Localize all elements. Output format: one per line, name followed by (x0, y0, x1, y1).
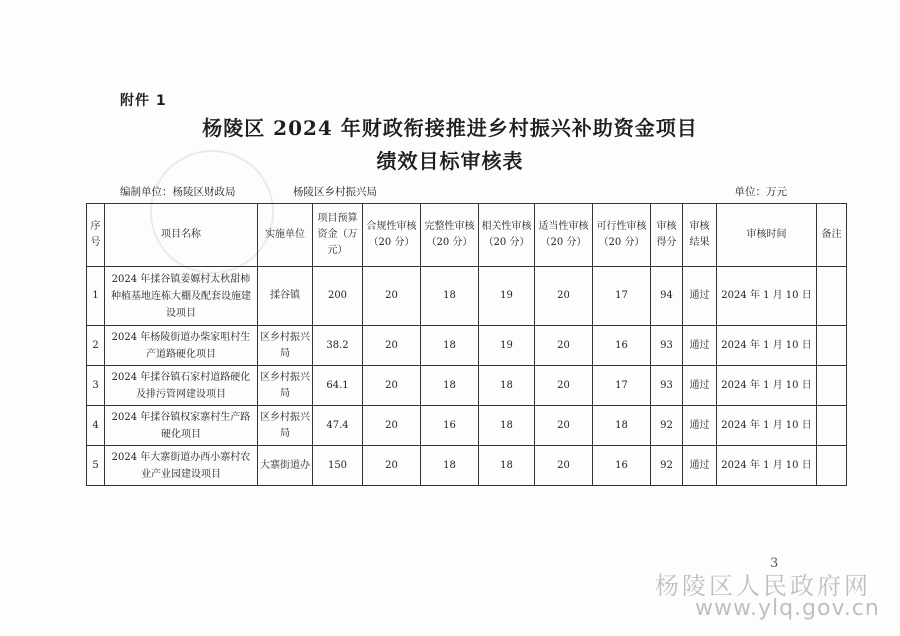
cell-score: 92 (651, 406, 683, 446)
header-score: 审核得分 (651, 204, 683, 267)
table-row (87, 406, 847, 446)
cell-budget: 150 (313, 446, 363, 486)
cell-result: 通过 (683, 366, 717, 406)
cell-feasibility: 17 (593, 366, 651, 406)
table-row (87, 446, 847, 486)
cell-budget: 200 (313, 267, 363, 326)
cell-name: 2024 年大寨街道办西小寨村农业产业园建设项目 (105, 446, 258, 486)
currency-unit: 单位：万元 (734, 186, 787, 198)
cell-result: 通过 (683, 267, 717, 326)
cell-remark (817, 267, 847, 326)
cell-budget: 38.2 (313, 326, 363, 366)
cell-appropriateness: 20 (535, 267, 593, 326)
cell-completeness: 18 (421, 326, 479, 366)
cell-compliance: 20 (363, 267, 421, 326)
cell-feasibility: 16 (593, 446, 651, 486)
cell-seq: 2 (87, 326, 105, 366)
document-subtitle: 绩效目标审核表 (376, 149, 524, 173)
cell-relevance: 19 (479, 267, 535, 326)
cell-appropriateness: 20 (535, 406, 593, 446)
header-relevance: 相关性审核（20 分） (479, 204, 535, 267)
cell-seq: 5 (87, 446, 105, 486)
header-result: 审核结果 (683, 204, 717, 267)
cell-feasibility: 17 (593, 267, 651, 326)
document-title: 杨陵区 2024 年财政衔接推进乡村振兴补助资金项目 (202, 116, 698, 140)
cell-date: 2024 年 1 月 10 日 (717, 267, 817, 326)
table-row (87, 267, 847, 326)
cell-feasibility: 16 (593, 326, 651, 366)
cell-date: 2024 年 1 月 10 日 (717, 366, 817, 406)
cell-remark (817, 406, 847, 446)
cell-appropriateness: 20 (535, 366, 593, 406)
cell-score: 93 (651, 326, 683, 366)
compiler-unit-2: 杨陵区乡村振兴局 (293, 186, 377, 198)
cell-impl: 区乡村振兴局 (258, 326, 313, 366)
cell-budget: 64.1 (313, 366, 363, 406)
cell-compliance: 20 (363, 326, 421, 366)
cell-appropriateness: 20 (535, 446, 593, 486)
table-row (87, 366, 847, 406)
cell-impl: 揉谷镇 (258, 267, 313, 326)
cell-seq: 3 (87, 366, 105, 406)
compiler-unit: 编制单位：杨陵区财政局 (120, 186, 236, 198)
header-row (87, 204, 847, 267)
watermark-site-url: www.ylq.gov.cn (695, 596, 880, 621)
header-seq: 序号 (87, 204, 105, 267)
header-impl: 实施单位 (258, 204, 313, 267)
cell-name: 2024 年揉谷镇姜嫄村太秋甜柿种植基地连栋大棚及配套设施建设项目 (105, 267, 258, 326)
cell-result: 通过 (683, 326, 717, 366)
page-number: 3 (770, 556, 779, 571)
cell-budget: 47.4 (313, 406, 363, 446)
cell-feasibility: 18 (593, 406, 651, 446)
header-date: 审核时间 (717, 204, 817, 267)
cell-date: 2024 年 1 月 10 日 (717, 406, 817, 446)
header-feasibility: 可行性审核（20 分） (593, 204, 651, 267)
cell-completeness: 18 (421, 267, 479, 326)
header-remark: 备注 (817, 204, 847, 267)
cell-remark (817, 446, 847, 486)
cell-impl: 区乡村振兴局 (258, 406, 313, 446)
cell-seq: 1 (87, 267, 105, 326)
cell-compliance: 20 (363, 366, 421, 406)
cell-relevance: 18 (479, 406, 535, 446)
cell-compliance: 20 (363, 446, 421, 486)
cell-seq: 4 (87, 406, 105, 446)
cell-name: 2024 年揉谷镇石家村道路硬化及排污管网建设项目 (105, 366, 258, 406)
cell-compliance: 20 (363, 406, 421, 446)
cell-score: 94 (651, 267, 683, 326)
cell-name: 2024 年杨陵街道办柴家咀村生产道路硬化项目 (105, 326, 258, 366)
cell-date: 2024 年 1 月 10 日 (717, 326, 817, 366)
cell-appropriateness: 20 (535, 326, 593, 366)
cell-remark (817, 366, 847, 406)
table-row (87, 326, 847, 366)
cell-impl: 大寨街道办 (258, 446, 313, 486)
cell-score: 93 (651, 366, 683, 406)
cell-relevance: 18 (479, 446, 535, 486)
header-compliance: 合规性审核（20 分） (363, 204, 421, 267)
cell-score: 92 (651, 446, 683, 486)
review-table (86, 203, 847, 486)
cell-impl: 区乡村振兴局 (258, 366, 313, 406)
header-appropriateness: 适当性审核（20 分） (535, 204, 593, 267)
header-completeness: 完整性审核（20 分） (421, 204, 479, 267)
header-name: 项目名称 (105, 204, 258, 267)
cell-completeness: 18 (421, 366, 479, 406)
cell-result: 通过 (683, 446, 717, 486)
cell-relevance: 18 (479, 366, 535, 406)
cell-relevance: 19 (479, 326, 535, 366)
cell-result: 通过 (683, 406, 717, 446)
cell-remark (817, 326, 847, 366)
watermark-site-name: 杨陵区人民政府网 (655, 572, 871, 600)
cell-date: 2024 年 1 月 10 日 (717, 446, 817, 486)
attachment-label: 附件 1 (120, 93, 167, 109)
cell-completeness: 18 (421, 446, 479, 486)
cell-name: 2024 年揉谷镇权家寨村生产路硬化项目 (105, 406, 258, 446)
header-budget: 项目预算资金（万元） (313, 204, 363, 267)
cell-completeness: 16 (421, 406, 479, 446)
